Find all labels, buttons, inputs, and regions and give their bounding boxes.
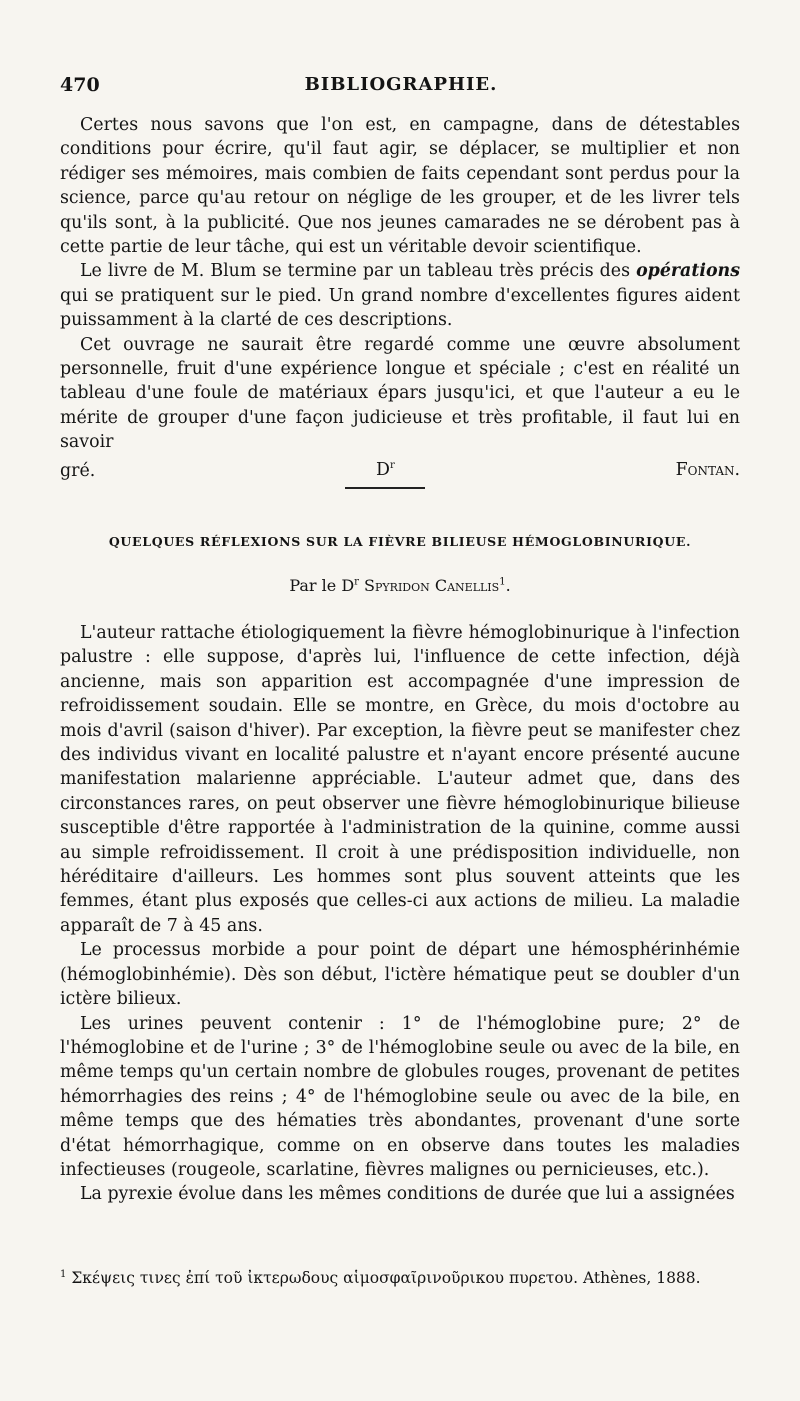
review-continuation — [60, 113, 740, 483]
article-paragraph-1: L'auteur rattache étiologiquement la fièvre hémoglobinurique à l'infection palustre : elle suppose, d'après lui, l'influence de cette infection, déjà ancienne, mais son apparition est accompagnée d'une impression de refroidissement soudain. Elle se montre, en Grèce, du mois d'octobre au mois d'avril (saison d'hiver). Par exception, la fièvre peut se manifester chez des individus vivant en localité palustre et n'ayant encore présenté aucune manifestation malarienne appréciable. L'auteur admet que, dans des circonstances rares, on peut observer une fièvre hémoglobinurique bilieuse susceptible d'être rapportée à l'administration de la quinine, comme aussi au simple refroidissement. Il croit à une prédisposition individuelle, non héréditaire d'ailleurs. Les hommes sont plus souvent atteints que les femmes, étant plus exposés que celles-ci aux actions de milieu. La maladie apparaît de 7 à 45 ans. — [60, 623, 740, 936]
review-paragraph-1: Certes nous savons que l'on est, en campagne, dans de détestables conditions pour écrire, qu'il faut agir, se déplacer, se multiplier et non rédiger ses mémoires, mais combien de faits cependant sont perdus pour la science, parce qu'au retour on néglige de les grouper, et de les livrer tels qu'ils sont, à la publicité. Que nos jeunes camarades ne se dérobent pas à cette partie de leur tâche, qui est un véritable devoir scientifique. — [60, 115, 740, 258]
footnote — [60, 1264, 740, 1289]
article-paragraph-2: Le processus morbide a pour point de départ une hémosphérinhémie (hémoglobinhémie). Dès son début, l'ictère hématique peut se doubler d'un ictère bilieux. — [60, 940, 740, 1010]
article-paragraph-3: Les urines peuvent contenir : 1° de l'hémoglobine pure; 2° de l'hémoglobine et de l'urine ; 3° de l'hémoglobine seule ou avec de la bile, en même temps qu'un certain nombre de globules rouges, provenant de petites hémorrhagies des reins ; 4° de l'hémoglobine seule ou avec de la bile, en même temps que des hématies très abondantes, provenant d'une sorte d'état hémorrhagique, comme on en observe dans toutes les maladies infectieuses (rougeole, scarlatine, fièvres malignes ou pernicieuses, etc.). — [60, 1013, 740, 1180]
article-title: QUELQUES RÉFLEXIONS SUR LA FIÈVRE BILIEUSE HÉMOGLOBINURIQUE. — [108, 534, 692, 549]
emphasis-operations: opérations — [636, 261, 740, 282]
article-body — [60, 621, 740, 1207]
author-name: Spyridon Canellis — [364, 576, 500, 595]
review-signature: $D^r$ Fontan. — [376, 460, 741, 481]
article-paragraph-4: La pyrexie évolue dans les mêmes conditions de durée que lui a assignées — [80, 1184, 735, 1205]
page-number: 470 — [60, 74, 100, 96]
section-divider — [345, 487, 425, 489]
footnote-text: Σκέψεις τινες ἐπί τοῦ ἰκτερωδους αἱμοσφαῖρινοῦρικου πυρετου. Athènes, 1888. — [71, 1269, 701, 1288]
review-paragraph-3: Cet ouvrage ne saurait être regardé comme une œuvre absolument personnelle, fruit d'une expérience longue et spéciale ; c'est en réalité un tableau d'une foule de matériaux épars jusqu'ici, et que l'auteur a eu le mérite de grouper d'une façon judicieuse et très profitable, il faut lui en savoir — [60, 334, 740, 453]
signature-line — [60, 455, 740, 483]
footnote-mark: 1 — [60, 1269, 67, 1280]
footnote-ref: 1 — [499, 576, 506, 588]
review-paragraph-2: Le livre de M. Blum se termine par un tableau très précis des opérations qui se pratiquent sur le pied. Un grand nombre d'excellentes figures aident puissamment à la clarté de ces descriptions. — [60, 261, 740, 331]
last-word: gré. — [60, 460, 96, 481]
page-header — [60, 74, 742, 104]
running-title: BIBLIOGRAPHIE. — [304, 74, 498, 95]
article-byline: Par le $D^r$ Spyridon Canellis$^1$. — [289, 576, 511, 595]
